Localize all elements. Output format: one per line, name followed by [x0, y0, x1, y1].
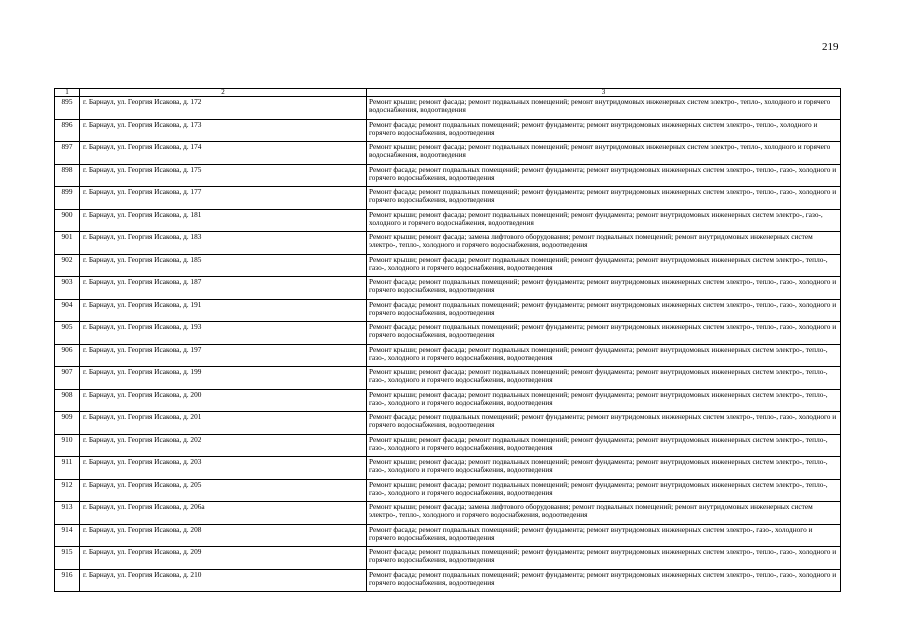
row-address: г. Барнаул, ул. Георгия Исакова, д. 205: [80, 479, 367, 502]
row-address: г. Барнаул, ул. Георгия Исакова, д. 208: [80, 524, 367, 547]
row-number: 897: [55, 142, 80, 165]
row-number: 907: [55, 367, 80, 390]
row-address: г. Барнаул, ул. Георгия Исакова, д. 187: [80, 277, 367, 300]
row-number: 910: [55, 434, 80, 457]
row-works: Ремонт крыши; ремонт фасада; ремонт подвальных помещений; ремонт фундамента; ремонт внутридомовых инженерных систем электро-, тепло-, газо-, холодного и горячего водоснабжения, водоотведения: [367, 479, 841, 502]
table-row: [55, 344, 841, 367]
row-number: 896: [55, 119, 80, 142]
table-row: [55, 97, 841, 120]
row-address: г. Барнаул, ул. Георгия Исакова, д. 200: [80, 389, 367, 412]
row-works: Ремонт фасада; ремонт подвальных помещений; ремонт фундамента; ремонт внутридомовых инженерных систем электро-, тепло-, газо-, холодного и горячего водоснабжения, водоотведения: [367, 322, 841, 345]
table-row: [55, 119, 841, 142]
row-number: 908: [55, 389, 80, 412]
row-address: г. Барнаул, ул. Георгия Исакова, д. 199: [80, 367, 367, 390]
row-address: г. Барнаул, ул. Георгия Исакова, д. 173: [80, 119, 367, 142]
header-col-3: 3: [367, 89, 841, 97]
table-row: [55, 254, 841, 277]
row-works: Ремонт фасада; ремонт подвальных помещений; ремонт фундамента; ремонт внутридомовых инженерных систем электро-, тепло-, газо-, холодного и горячего водоснабжения, водоотведения: [367, 299, 841, 322]
table-row: [55, 299, 841, 322]
table-row: [55, 547, 841, 570]
row-works: Ремонт фасада; ремонт подвальных помещений; ремонт фундамента; ремонт внутридомовых инженерных систем электро-, тепло-, газо-, холодного и горячего водоснабжения, водоотведения: [367, 569, 841, 592]
table-row: [55, 502, 841, 525]
row-number: 911: [55, 457, 80, 480]
row-works: Ремонт фасада; ремонт подвальных помещений; ремонт фундамента; ремонт внутридомовых инженерных систем электро-, тепло-, газо-, холодного и горячего водоснабжения, водоотведения: [367, 277, 841, 300]
table-row: [55, 524, 841, 547]
row-number: 914: [55, 524, 80, 547]
row-number: 906: [55, 344, 80, 367]
row-number: 915: [55, 547, 80, 570]
row-address: г. Барнаул, ул. Георгия Исакова, д. 210: [80, 569, 367, 592]
table-row: [55, 457, 841, 480]
row-address: г. Барнаул, ул. Георгия Исакова, д. 177: [80, 187, 367, 210]
row-works: Ремонт крыши; ремонт фасада; ремонт подвальных помещений; ремонт фундамента; ремонт внутридомовых инженерных систем электро-, газо-, холодного и горячего водоснабжения, водоотведения: [367, 209, 841, 232]
row-works: Ремонт фасада; ремонт подвальных помещений; ремонт фундамента; ремонт внутридомовых инженерных систем электро-, тепло-, газо-, холодного и горячего водоснабжения, водоотведения: [367, 164, 841, 187]
header-row: [55, 89, 841, 97]
row-works: Ремонт крыши; ремонт фасада; ремонт подвальных помещений; ремонт внутридомовых инженерных систем электро-, тепло-, холодного и горячего водоснабжения, водоотведения: [367, 142, 841, 165]
row-number: 900: [55, 209, 80, 232]
table-row: [55, 434, 841, 457]
row-number: 913: [55, 502, 80, 525]
row-works: Ремонт крыши; ремонт фасада; ремонт подвальных помещений; ремонт фундамента; ремонт внутридомовых инженерных систем электро-, тепло-, газо-, холодного и горячего водоснабжения, водоотведения: [367, 254, 841, 277]
row-works: Ремонт крыши; ремонт фасада; замена лифтового оборудования; ремонт подвальных помещений; ремонт внутридомовых инженерных систем электро-, тепло-, холодного и горячего водоснабжения, водоотведения: [367, 232, 841, 255]
table-row: [55, 479, 841, 502]
row-number: 901: [55, 232, 80, 255]
table-row: [55, 412, 841, 435]
row-address: г. Барнаул, ул. Георгия Исакова, д. 172: [80, 97, 367, 120]
row-number: 905: [55, 322, 80, 345]
table-row: [55, 209, 841, 232]
row-works: Ремонт фасада; ремонт подвальных помещений; ремонт фундамента; ремонт внутридомовых инженерных систем электро-, газо-, холодного и горячего водоснабжения, водоотведения: [367, 524, 841, 547]
table-row: [55, 142, 841, 165]
row-number: 895: [55, 97, 80, 120]
row-address: г. Барнаул, ул. Георгия Исакова, д. 183: [80, 232, 367, 255]
row-number: 916: [55, 569, 80, 592]
row-address: г. Барнаул, ул. Георгия Исакова, д. 202: [80, 434, 367, 457]
table-row: [55, 164, 841, 187]
row-address: г. Барнаул, ул. Георгия Исакова, д. 201: [80, 412, 367, 435]
table-row: [55, 187, 841, 210]
table-row: [55, 322, 841, 345]
table-row: [55, 232, 841, 255]
row-works: Ремонт крыши; ремонт фасада; ремонт подвальных помещений; ремонт фундамента; ремонт внутридомовых инженерных систем электро-, тепло-, газо-, холодного и горячего водоснабжения, водоотведения: [367, 457, 841, 480]
row-address: г. Барнаул, ул. Георгия Исакова, д. 203: [80, 457, 367, 480]
row-works: Ремонт крыши; ремонт фасада; ремонт подвальных помещений; ремонт фундамента; ремонт внутридомовых инженерных систем электро-, тепло-, газо-, холодного и горячего водоснабжения, водоотведения: [367, 367, 841, 390]
page-number: 219: [822, 41, 839, 53]
table-row: [55, 367, 841, 390]
row-number: 909: [55, 412, 80, 435]
row-works: Ремонт крыши; ремонт фасада; ремонт подвальных помещений; ремонт фундамента; ремонт внутридомовых инженерных систем электро-, тепло-, газо-, холодного и горячего водоснабжения, водоотведения: [367, 389, 841, 412]
header-col-2: 2: [80, 89, 367, 97]
row-works: Ремонт фасада; ремонт подвальных помещений; ремонт фундамента; ремонт внутридомовых инженерных систем электро-, тепло-, газо-, холодного и горячего водоснабжения, водоотведения: [367, 547, 841, 570]
table-row: [55, 389, 841, 412]
row-number: 912: [55, 479, 80, 502]
row-works: Ремонт фасада; ремонт подвальных помещений; ремонт фундамента; ремонт внутридомовых инженерных систем электро-, тепло-, холодного и горячего водоснабжения, водоотведения: [367, 119, 841, 142]
row-works: Ремонт крыши; ремонт фасада; ремонт подвальных помещений; ремонт фундамента; ремонт внутридомовых инженерных систем электро-, тепло-, газо-, холодного и горячего водоснабжения, водоотведения: [367, 434, 841, 457]
row-number: 902: [55, 254, 80, 277]
row-number: 904: [55, 299, 80, 322]
header-col-1: 1: [55, 89, 80, 97]
row-number: 899: [55, 187, 80, 210]
row-works: Ремонт крыши; ремонт фасада; ремонт подвальных помещений; ремонт фундамента; ремонт внутридомовых инженерных систем электро-, тепло-, газо-, холодного и горячего водоснабжения, водоотведения: [367, 344, 841, 367]
table-row: [55, 277, 841, 300]
row-address: г. Барнаул, ул. Георгия Исакова, д. 193: [80, 322, 367, 345]
row-address: г. Барнаул, ул. Георгия Исакова, д. 197: [80, 344, 367, 367]
row-address: г. Барнаул, ул. Георгия Исакова, д. 191: [80, 299, 367, 322]
row-works: Ремонт фасада; ремонт подвальных помещений; ремонт фундамента; ремонт внутридомовых инженерных систем электро-, тепло-, газо-, холодного и горячего водоснабжения, водоотведения: [367, 187, 841, 210]
table-header: [55, 89, 841, 97]
row-address: г. Барнаул, ул. Георгия Исакова, д. 206а: [80, 502, 367, 525]
row-address: г. Барнаул, ул. Георгия Исакова, д. 175: [80, 164, 367, 187]
row-works: Ремонт крыши; ремонт фасада; замена лифтового оборудования; ремонт подвальных помещений; ремонт внутридомовых инженерных систем электро-, тепло-, холодного и горячего водоснабжения, водоотведения: [367, 502, 841, 525]
row-address: г. Барнаул, ул. Георгия Исакова, д. 209: [80, 547, 367, 570]
row-works: Ремонт фасада; ремонт подвальных помещений; ремонт фундамента; ремонт внутридомовых инженерных систем электро-, тепло-, газо-, холодного и горячего водоснабжения, водоотведения: [367, 412, 841, 435]
row-works: Ремонт крыши; ремонт фасада; ремонт подвальных помещений; ремонт внутридомовых инженерных систем электро-, тепло-, холодного и горячего водоснабжения, водоотведения: [367, 97, 841, 120]
row-address: г. Барнаул, ул. Георгия Исакова, д. 174: [80, 142, 367, 165]
row-number: 898: [55, 164, 80, 187]
table-body: [55, 97, 841, 592]
row-address: г. Барнаул, ул. Георгия Исакова, д. 185: [80, 254, 367, 277]
row-number: 903: [55, 277, 80, 300]
row-address: г. Барнаул, ул. Георгия Исакова, д. 181: [80, 209, 367, 232]
table-row: [55, 569, 841, 592]
repair-register-table: [54, 88, 841, 592]
